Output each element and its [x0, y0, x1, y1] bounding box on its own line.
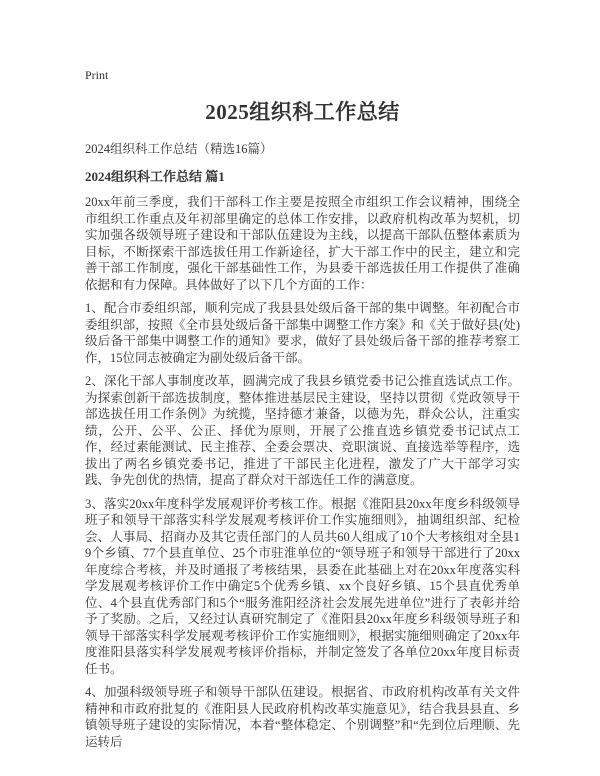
body-paragraph-intro: 20xx年前三季度，我们干部科工作主要是按照全市组织工作会议精神，围绕全市组织工作重点及年初部里确定的总体工作安排，以政府机构改革为契机，切实加强各级领导班子建设和干部队伍建设为主线，以提高干部队伍整体素质为目标，不断探索干部选拔任用工作新途径，扩大干部工作中的民主，建立和完善干部工作制度，强化干部基础性工作，为县委干部选拔任用工作提供了准确依据和有力保障。具体做好了以下几个方面的工作： [85, 195, 520, 292]
print-link[interactable]: Print [85, 68, 109, 82]
page-title: 2025组织科工作总结 [205, 100, 400, 124]
body-paragraph-item2: 2、深化干部人事制度改革，圆满完成了我县乡镇党委书记公推直选试点工作。为探索创新干部选拔制度，整体推进基层民主建设，坚持以贯彻《党政领导干部选拔任用工作条例》为统揽，坚持德才兼备，以德为先，群众公认，注重实绩，公开、公平、公正、择优为原则，开展了公推直选乡镇党委书记试点工作，经过素能测试、民主推荐、全委会票决、竞职演说、直接选举等程序，选拔出了两名乡镇党委书记，推进了干部民主化进程，激发了广大干部学习实践、争先创优的热情，提高了群众对干部选任工作的满意度。 [85, 374, 520, 487]
document-subtitle: 2024组织科工作总结（精选16篇） [85, 142, 273, 156]
body-paragraph-item3: 3、落实20xx年度科学发展观评价考核工作。根据《淮阳县20xx年度乡科级领导班子和领导干部落实科学发展观考核评价工作实施细则》，抽调组织部、纪检会、人事局、招商办及其它责任部门的人员共60人组成了10个大考核组对全县19个乡镇、77个县直单位、25个市驻淮单位的“领导班子和领导干部进行了20xx年度综合考核，并及时通报了考核结果，县委在此基础上对在20xx年度落实科学发展观考核评价工作中确定5个优秀乡镇、xx个良好乡镇、15个县直优秀单位、4个县直优秀部门和5个“服务淮阳经济社会发展先进单位”进行了表彰并给予了奖励。之后，又经过认真研究制定了《淮阳县20xx年度乡科级领导班子和领导干部落实科学发展观考核评价工作实施细则》，根据实施细则确定了20xx年度淮阳县落实科学发展观考核评价指标，并制定签发了各单位20xx年度目标责任书。 [85, 496, 520, 676]
body-paragraph-item4: 4、加强科级领导班子和领导干部队伍建设。根据省、市政府机构改革有关文件精神和市政府批复的《淮阳县人民政府机构改革实施意见》，结合我县县直、乡镇领导班子建设的实际情况，本着“整体稳定、个别调整”和“先到位后理顺、先运转后 [85, 685, 520, 749]
body-paragraph-item1: 1、配合市委组织部，顺利完成了我县县处级后备干部的集中调整。年初配合市委组织部，按照《全市县处级后备干部集中调整工作方案》和《关于做好县(处)级后备干部集中调整工作的通知》要求，做好了县处级后备干部的推荐考察工作，15位同志被确定为副处级后备干部。 [85, 301, 520, 365]
section-heading: 2024组织科工作总结 篇1 [85, 169, 225, 184]
document-body [85, 194, 520, 750]
